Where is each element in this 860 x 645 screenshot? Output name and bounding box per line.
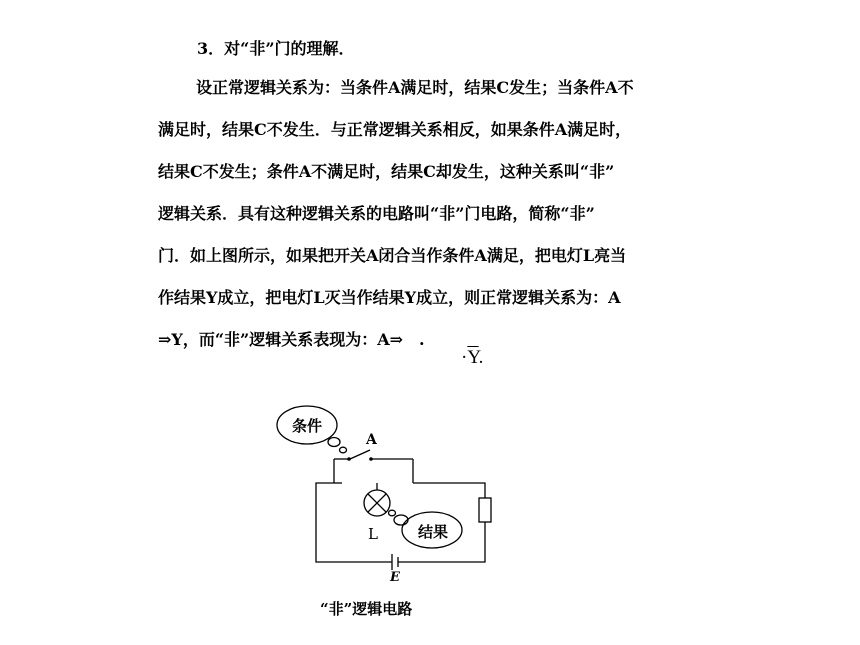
y-bar-formula (461, 347, 483, 369)
not-gate-circuit-figure (250, 392, 530, 637)
y-bar-prefix: · (461, 347, 468, 368)
result-bubble-tail-large (394, 515, 408, 525)
condition-bubble-tail-large (328, 438, 340, 447)
paragraph-line: 门．如上图所示，如果把开关A闭合当作条件A满足，把电灯L亮当 (158, 246, 627, 265)
paragraph-line: 设正常逻辑关系为：当条件A满足时，结果C发生；当条件A不 (196, 78, 634, 97)
section-heading: 3．对“非”门的理解． (197, 39, 355, 58)
condition-label: 条件 (292, 417, 323, 435)
y-bar-symbol: $\overline{Y}$ (467, 347, 479, 368)
lamp-label: L (368, 525, 378, 543)
paragraph-line: 满足时，结果C不发生．与正常逻辑关系相反，如果条件A满足时， (158, 120, 632, 139)
switch-contact-left (347, 457, 351, 461)
result-bubble-tail-small (389, 510, 396, 516)
paragraph-line: 作结果Y成立，把电灯L灭当作结果Y成立，则正常逻辑关系为：A (158, 288, 621, 307)
resistor (479, 498, 491, 522)
battery-label: E (390, 570, 400, 585)
switch-blade (350, 450, 370, 459)
paragraph-line: 逻辑关系．具有这种逻辑关系的电路叫“非”门电路，简称“非” (158, 204, 595, 223)
result-label: 结果 (418, 523, 449, 541)
paragraph-line: ⇒Y，而“非”逻辑关系表现为：A⇒ . (158, 330, 425, 349)
outer-wire-left (316, 483, 392, 562)
paragraph-line: 结果C不发生；条件A不满足时，结果C却发生，这种关系叫“非” (158, 162, 615, 181)
y-bar-suffix: . (478, 347, 484, 368)
switch-label: A (366, 432, 377, 448)
outer-wire-top (413, 483, 485, 498)
switch-contact-right (369, 457, 373, 461)
condition-bubble-tail-small (340, 447, 347, 453)
figure-caption: “非”逻辑电路 (320, 600, 413, 618)
